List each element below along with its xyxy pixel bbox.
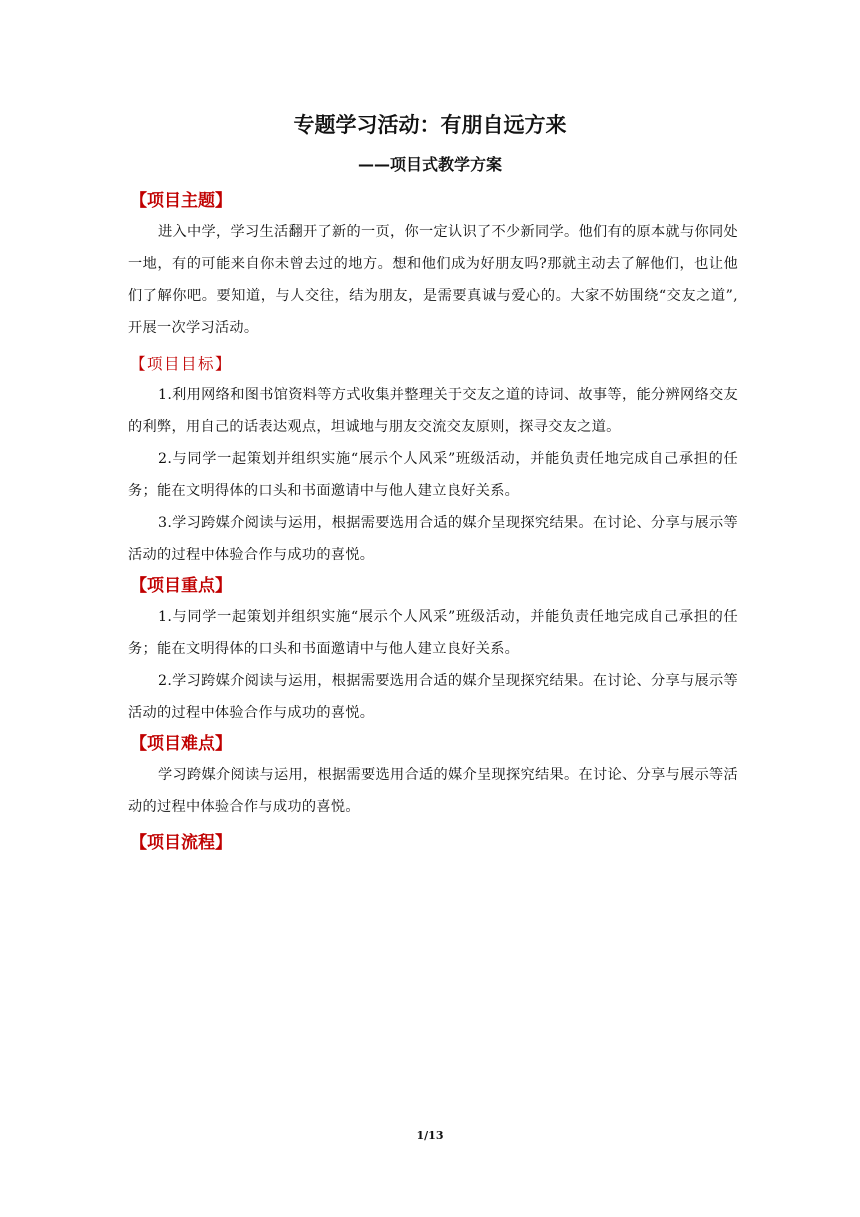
section-heading-theme: 【项目主题】 xyxy=(130,191,232,211)
document-subtitle: ——项目式教学方案 xyxy=(357,155,502,174)
paragraph: 2.与同学一起策划并组织实施“展示个人风采”班级活动，并能负责任地完成自己承担的任务；能在文明得体的口头和书面邀请中与他人建立良好关系。 xyxy=(128,451,738,499)
section-goals xyxy=(128,349,738,571)
section-theme xyxy=(128,186,738,344)
section-heading-keypoints: 【项目重点】 xyxy=(130,576,232,596)
section-heading-difficulties: 【项目难点】 xyxy=(130,734,232,754)
page-number: 1/13 xyxy=(416,1129,444,1142)
paragraph: 1.与同学一起策划并组织实施“展示个人风采”班级活动，并能负责任地完成自己承担的任务；能在文明得体的口头和书面邀请中与他人建立良好关系。 xyxy=(128,609,738,657)
paragraph: 1.利用网络和图书馆资料等方式收集并整理关于交友之道的诗词、故事等，能分辨网络交友的利弊，用自己的话表达观点，坦诚地与朋友交流交友原则，探寻交友之道。 xyxy=(128,387,738,435)
document-body xyxy=(128,186,738,858)
paragraph: 3.学习跨媒介阅读与运用，根据需要选用合适的媒介呈现探究结果。在讨论、分享与展示等活动的过程中体验合作与成功的喜悦。 xyxy=(128,515,738,563)
section-process xyxy=(128,828,738,858)
section-heading-goals: 【项目目标】 xyxy=(130,355,233,373)
section-difficulties xyxy=(128,729,738,823)
section-heading-process: 【项目流程】 xyxy=(130,833,232,853)
paragraph: 学习跨媒介阅读与运用，根据需要选用合适的媒介呈现探究结果。在讨论、分享与展示等活动的过程中体验合作与成功的喜悦。 xyxy=(128,767,738,815)
section-keypoints xyxy=(128,571,738,729)
document-title: 专题学习活动：有朋自远方来 xyxy=(293,113,567,137)
paragraph: 2.学习跨媒介阅读与运用，根据需要选用合适的媒介呈现探究结果。在讨论、分享与展示等活动的过程中体验合作与成功的喜悦。 xyxy=(128,673,738,721)
paragraph: 进入中学，学习生活翻开了新的一页，你一定认识了不少新同学。他们有的原本就与你同处一地，有的可能来自你未曾去过的地方。想和他们成为好朋友吗?那就主动去了解他们，也让他们了解你吧。要知道，与人交往，结为朋友，是需要真诚与爱心的。大家不妨围绕“交友之道”,开展一次学习活动。 xyxy=(128,224,738,336)
